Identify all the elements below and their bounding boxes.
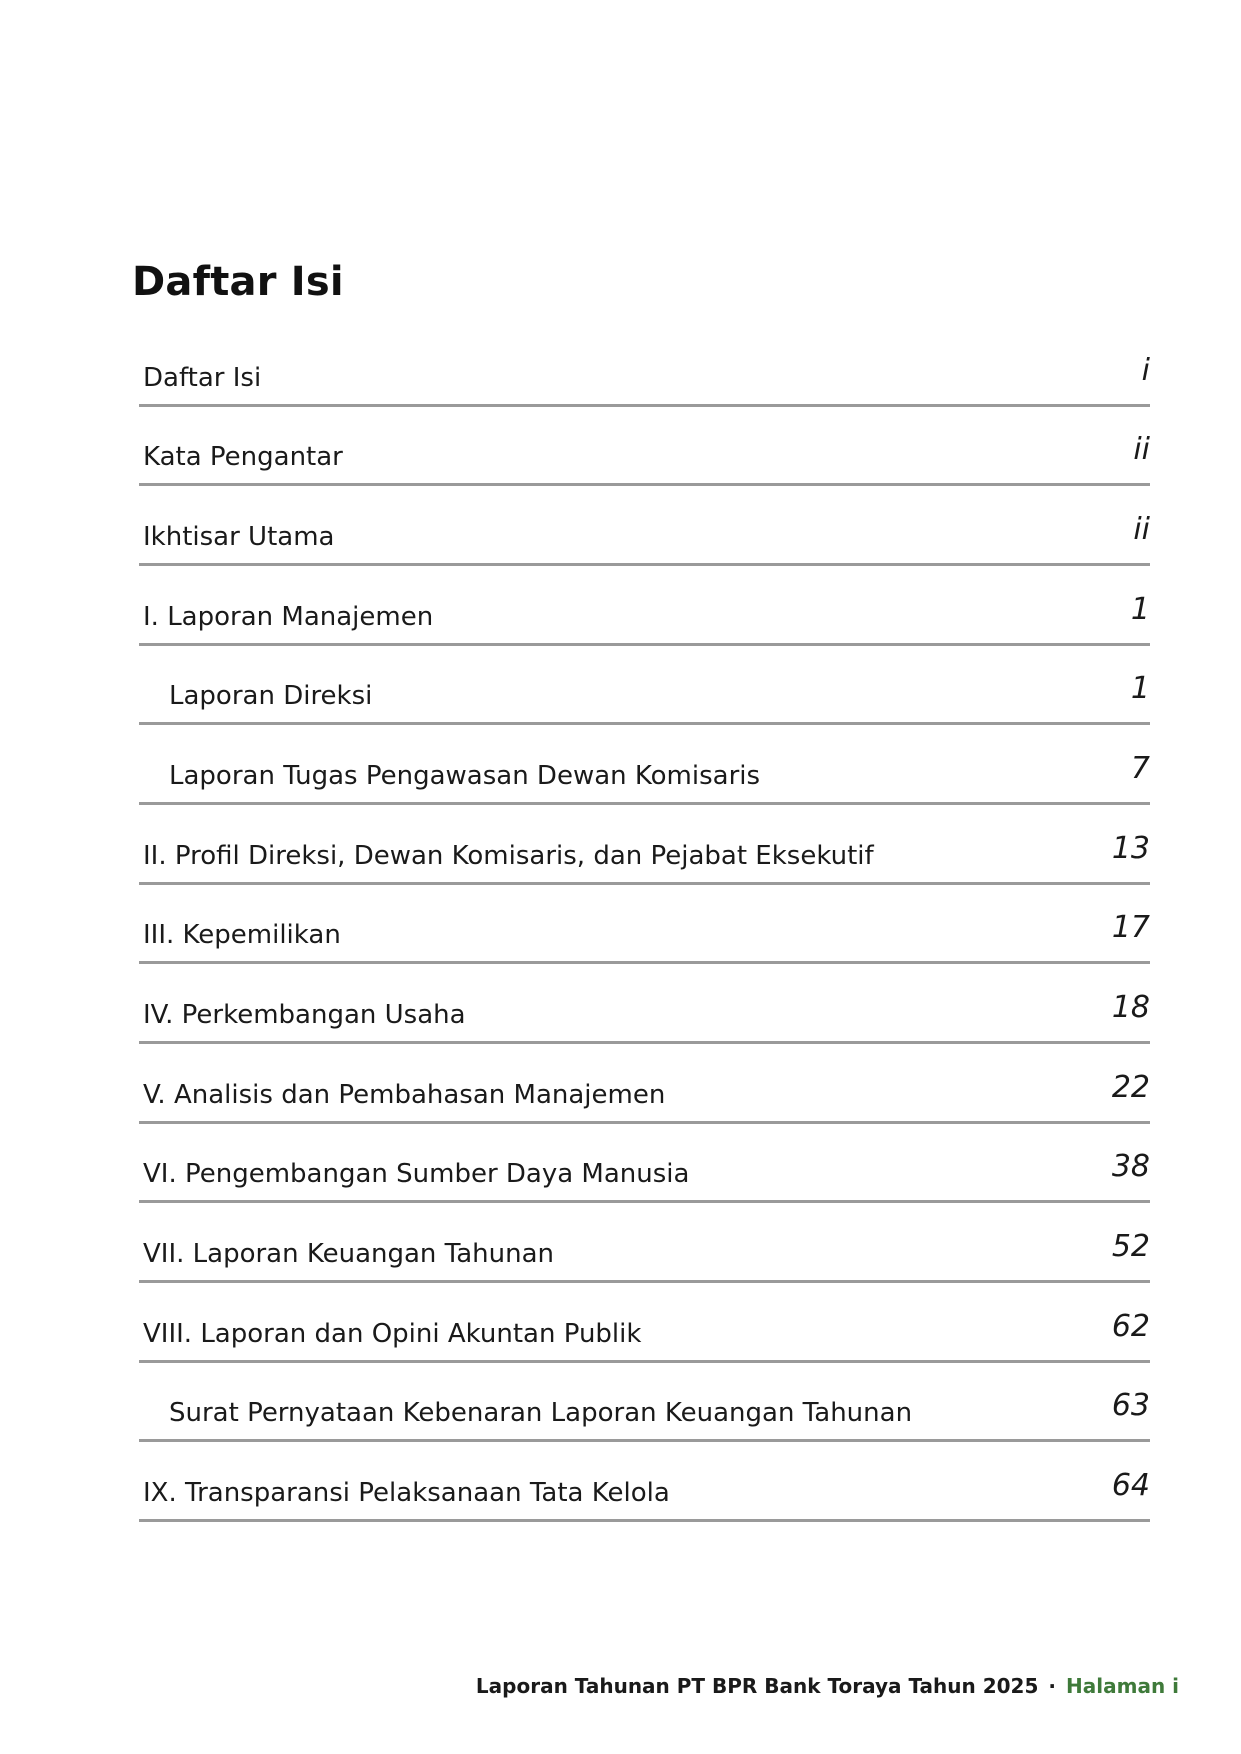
toc-entry-profil-direksi[interactable] [139, 807, 1150, 885]
toc-entry-kata-pengantar[interactable] [139, 409, 1150, 487]
toc-entry-label: Laporan Tugas Pengawasan Dewan Komisaris [169, 760, 761, 791]
toc-entry-kepemilikan[interactable] [139, 887, 1150, 965]
page-footer [476, 1672, 1179, 1700]
toc-entry-label: VI. Pengembangan Sumber Daya Manusia [143, 1159, 690, 1190]
toc-entry-ikhtisar-utama[interactable] [139, 488, 1150, 566]
toc-entry-page: 62 [1111, 1308, 1150, 1344]
table-of-contents [139, 329, 1150, 1524]
toc-entry-page: 17 [1111, 910, 1150, 946]
toc-entry-label: IV. Perkembangan Usaha [143, 1000, 466, 1030]
toc-entry-laporan-keuangan[interactable] [139, 1206, 1150, 1284]
toc-entry-page: 22 [1111, 1069, 1150, 1105]
toc-entry-label: IX. Transparansi Pelaksanaan Tata Kelola [143, 1478, 670, 1509]
footer-separator: · [1048, 1674, 1057, 1698]
toc-entry-page: ii [1133, 511, 1150, 547]
toc-entry-label: I. Laporan Manajemen [143, 601, 434, 632]
toc-entry-label: III. Kepemilikan [143, 920, 341, 951]
toc-entry-label: Kata Pengantar [143, 442, 343, 473]
toc-entry-label: Ikhtisar Utama [143, 521, 335, 552]
toc-entry-label: Daftar Isi [143, 362, 262, 393]
footer-page-number: Halaman i [1066, 1674, 1179, 1698]
toc-entry-label: V. Analisis dan Pembahasan Manajemen [143, 1079, 666, 1110]
toc-entry-label: II. Profil Direksi, Dewan Komisaris, dan Pejabat Eksekutif [143, 840, 874, 871]
toc-subentry-laporan-tugas-pengawasan[interactable] [139, 727, 1150, 805]
toc-entry-analisis-pembahasan[interactable] [139, 1046, 1150, 1124]
toc-entry-page: 52 [1111, 1229, 1150, 1265]
toc-entry-perkembangan-usaha[interactable] [139, 967, 1150, 1045]
toc-entry-label: Laporan Direksi [169, 681, 373, 712]
toc-entry-page: 1 [1130, 591, 1150, 627]
toc-entry-laporan-manajemen[interactable] [139, 568, 1150, 646]
toc-entry-label: VII. Laporan Keuangan Tahunan [143, 1239, 555, 1270]
toc-entry-page: i [1141, 352, 1150, 388]
toc-entry-page: ii [1133, 432, 1150, 468]
toc-entry-page: 38 [1111, 1149, 1150, 1185]
toc-entry-opini-akuntan[interactable] [139, 1285, 1150, 1363]
toc-subentry-laporan-direksi[interactable] [139, 648, 1150, 726]
toc-entry-page: 1 [1130, 671, 1150, 707]
toc-entry-page: 63 [1111, 1388, 1150, 1424]
toc-entry-page: 18 [1111, 990, 1150, 1025]
toc-entry-page: 7 [1130, 750, 1150, 786]
footer-report-title: Laporan Tahunan PT BPR Bank Toraya Tahun 2025 [475, 1674, 1039, 1698]
toc-entry-daftar-isi[interactable] [139, 329, 1150, 407]
toc-entry-label: Surat Pernyataan Kebenaran Laporan Keuangan Tahunan [169, 1398, 913, 1429]
toc-entry-label: VIII. Laporan dan Opini Akuntan Publik [143, 1318, 642, 1349]
toc-entry-page: 64 [1111, 1468, 1150, 1504]
page-title: Daftar Isi [132, 259, 344, 305]
toc-entry-page: 13 [1111, 830, 1150, 866]
toc-entry-pengembangan-sdm[interactable] [139, 1126, 1150, 1204]
toc-subentry-surat-pernyataan[interactable] [139, 1365, 1150, 1443]
toc-entry-transparansi[interactable] [139, 1445, 1150, 1523]
